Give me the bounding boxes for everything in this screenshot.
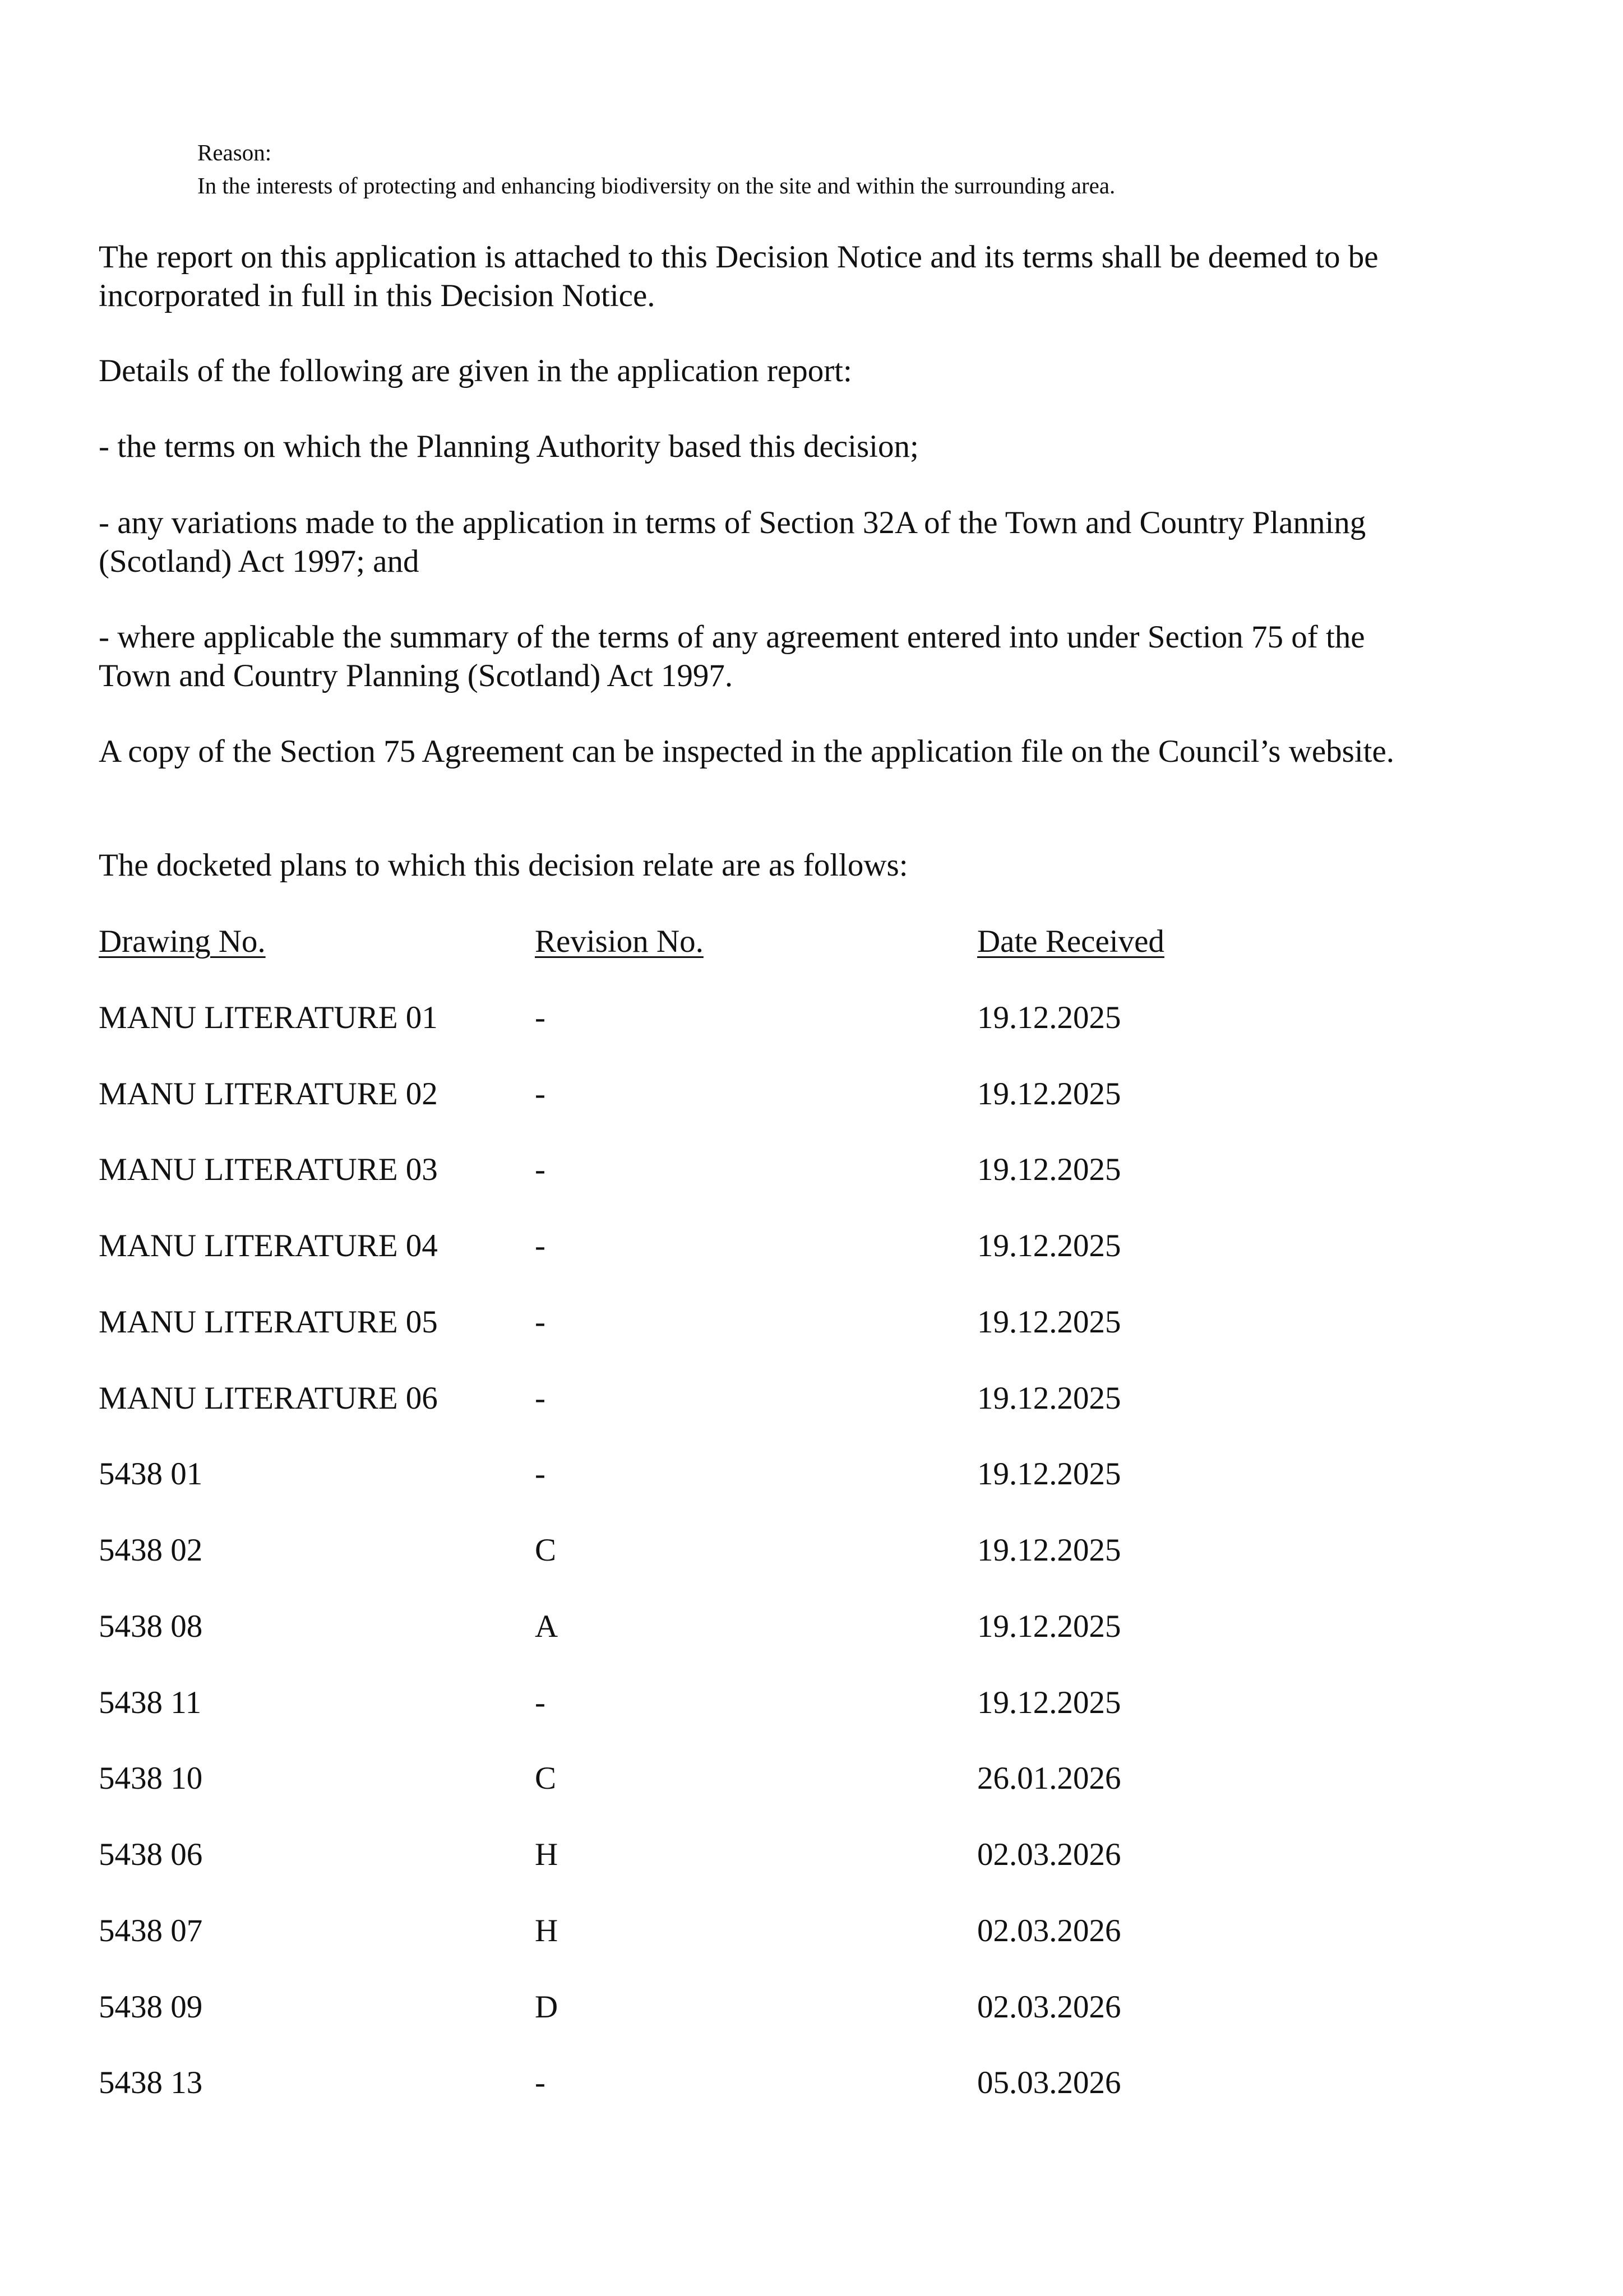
drawing-number: MANU LITERATURE 02	[99, 1076, 438, 1112]
variations-list-item: - any variations made to the application in terms of Section 32A of the Town and Country Planning (Scotland) Act 1997; and	[99, 505, 1366, 579]
table-row	[99, 1455, 1444, 1499]
table-row	[99, 2063, 1444, 2108]
table-row	[99, 1911, 1444, 1956]
drawing-number: MANU LITERATURE 04	[99, 1228, 438, 1263]
revision-column-header: Revision No.	[535, 924, 704, 959]
drawing-number: MANU LITERATURE 06	[99, 1381, 438, 1416]
plans-table-header	[99, 922, 1444, 967]
reason-block	[197, 136, 1487, 202]
revision-number: -	[535, 2065, 545, 2100]
revision-number: C	[535, 1533, 557, 1568]
drawing-number: 5438 07	[99, 1913, 203, 1948]
date-received: 19.12.2025	[977, 1609, 1121, 1644]
table-row	[99, 1303, 1444, 1348]
table-row	[99, 1988, 1444, 2033]
date-received: 05.03.2026	[977, 2065, 1121, 2100]
drawing-number: MANU LITERATURE 03	[99, 1152, 438, 1187]
drawing-number: 5438 08	[99, 1609, 203, 1644]
date-received: 02.03.2026	[977, 1913, 1121, 1948]
date-received: 02.03.2026	[977, 1837, 1121, 1872]
revision-number: -	[535, 1152, 545, 1187]
drawing-number: 5438 01	[99, 1456, 203, 1492]
date-received: 19.12.2025	[977, 1228, 1121, 1263]
drawing-number: 5438 13	[99, 2065, 203, 2100]
reason-text: In the interests of protecting and enhancing biodiversity on the site and within the surrounding area.	[197, 173, 1116, 198]
revision-number: -	[535, 1685, 545, 1720]
drawing-number: MANU LITERATURE 01	[99, 1000, 438, 1035]
details-intro-paragraph: Details of the following are given in the application report:	[99, 353, 852, 388]
drawing-number: 5438 10	[99, 1761, 203, 1796]
revision-number: -	[535, 1076, 545, 1112]
revision-number: -	[535, 1000, 545, 1035]
drawing-number: MANU LITERATURE 05	[99, 1304, 438, 1340]
revision-number: -	[535, 1456, 545, 1492]
docketed-intro-paragraph: The docketed plans to which this decision relate are as follows:	[99, 848, 908, 883]
date-received: 19.12.2025	[977, 1456, 1121, 1492]
agreement-list-item: - where applicable the summary of the terms of any agreement entered into under Section 75 of the Town and Country Planning (Scotland) Act 1997.	[99, 619, 1365, 693]
drawing-number: 5438 02	[99, 1533, 203, 1568]
table-row	[99, 1226, 1444, 1271]
date-received: 19.12.2025	[977, 1685, 1121, 1720]
revision-number: A	[535, 1609, 558, 1644]
table-row	[99, 1379, 1444, 1424]
date-received: 19.12.2025	[977, 1533, 1121, 1568]
revision-number: H	[535, 1913, 558, 1948]
revision-number: H	[535, 1837, 558, 1872]
revision-number: -	[535, 1381, 545, 1416]
date-received: 02.03.2026	[977, 1989, 1121, 2025]
table-row	[99, 1075, 1444, 1119]
table-row	[99, 1150, 1444, 1195]
report-attached-paragraph: The report on this application is attached to this Decision Notice and its terms shall be deemed to be incorporated in full in this Decision Notice.	[99, 239, 1379, 313]
date-received: 19.12.2025	[977, 1381, 1121, 1416]
table-row	[99, 1759, 1444, 1804]
date-received: 26.01.2026	[977, 1761, 1121, 1796]
table-row	[99, 1531, 1444, 1576]
drawing-number: 5438 09	[99, 1989, 203, 2025]
date-column-header: Date Received	[977, 924, 1164, 959]
revision-number: -	[535, 1304, 545, 1340]
date-received: 19.12.2025	[977, 1000, 1121, 1035]
drawing-column-header: Drawing No.	[99, 924, 266, 959]
drawing-number: 5438 06	[99, 1837, 203, 1872]
table-row	[99, 1835, 1444, 1880]
drawing-number: 5438 11	[99, 1685, 202, 1720]
table-row	[99, 1683, 1444, 1728]
terms-list-item: - the terms on which the Planning Authority based this decision;	[99, 429, 919, 464]
date-received: 19.12.2025	[977, 1076, 1121, 1112]
section75-copy-paragraph: A copy of the Section 75 Agreement can be inspected in the application file on the Council’s website.	[99, 734, 1395, 769]
reason-label: Reason:	[197, 140, 272, 165]
revision-number: C	[535, 1761, 557, 1796]
date-received: 19.12.2025	[977, 1152, 1121, 1187]
date-received: 19.12.2025	[977, 1304, 1121, 1340]
table-row	[99, 1607, 1444, 1652]
table-row	[99, 998, 1444, 1043]
revision-number: D	[535, 1989, 558, 2025]
revision-number: -	[535, 1228, 545, 1263]
